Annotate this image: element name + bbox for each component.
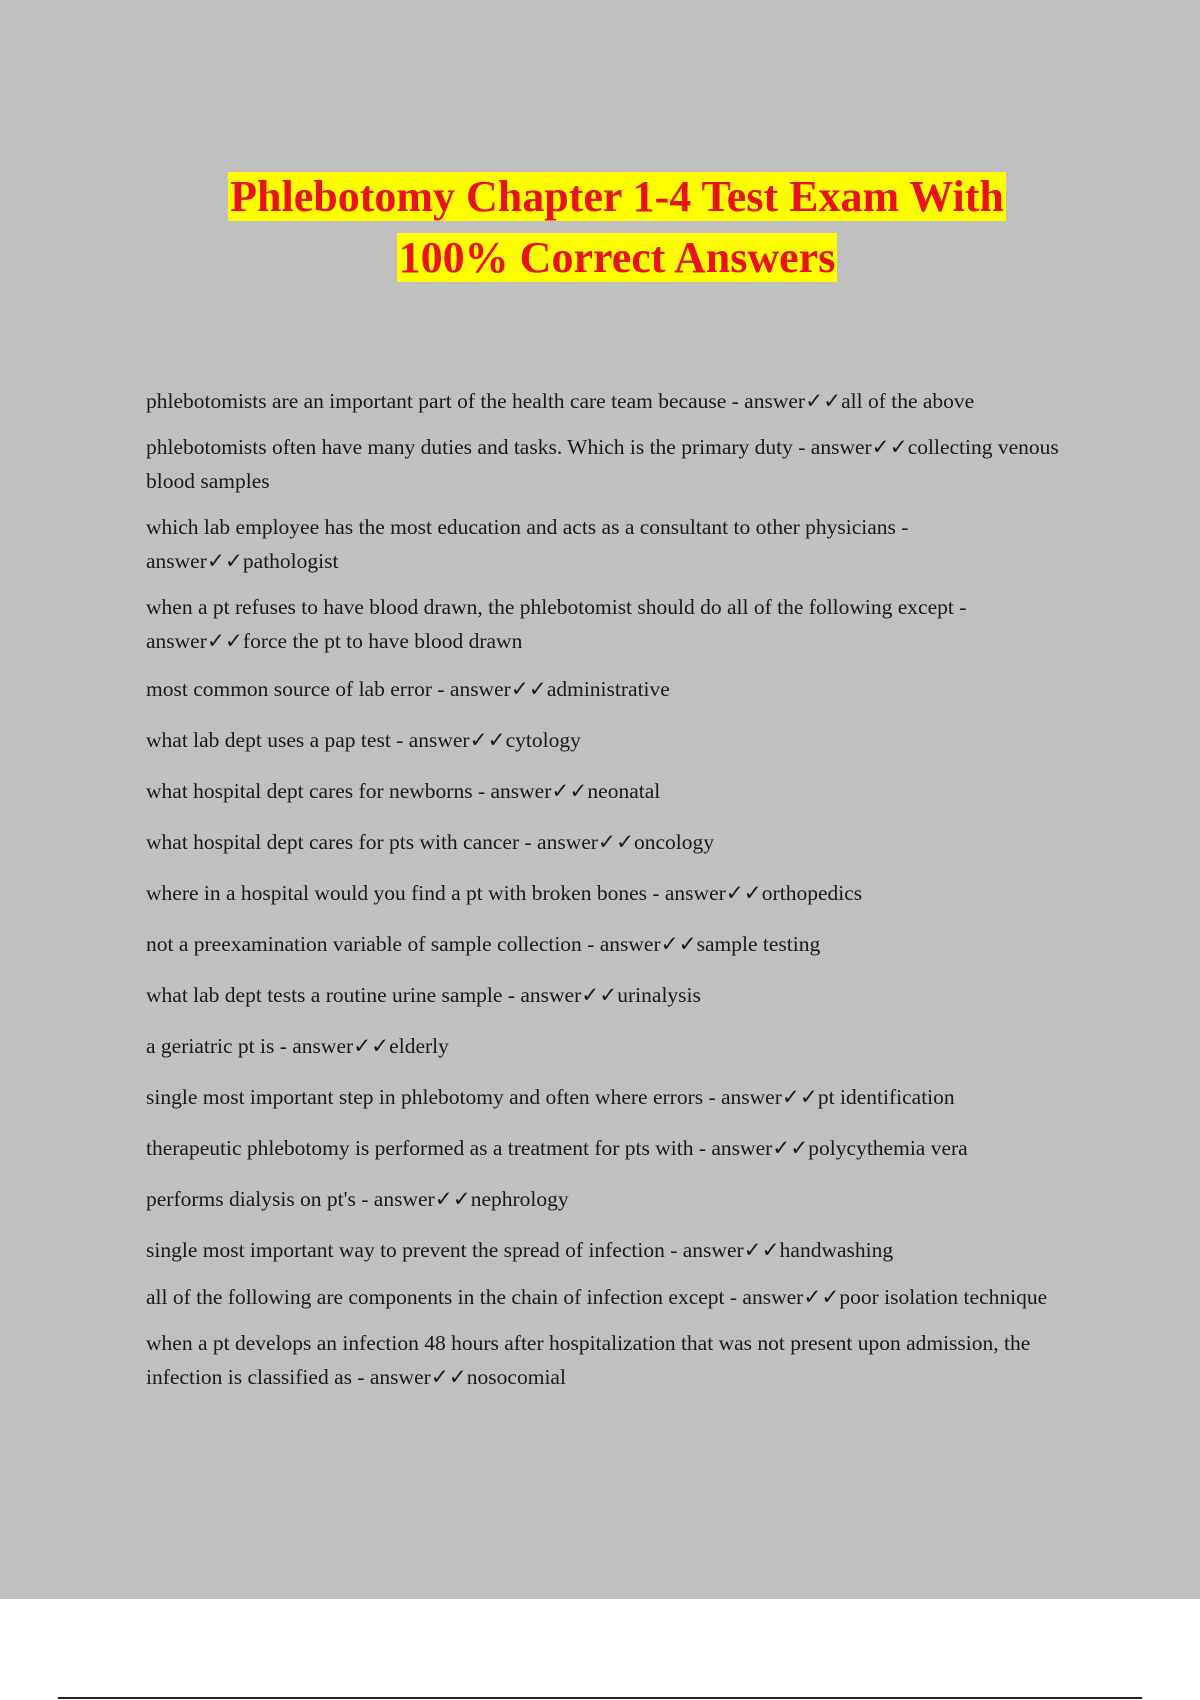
qa-item: what lab dept tests a routine urine sample - answer✓✓urinalysis xyxy=(146,983,701,1007)
qa-item: when a pt refuses to have blood drawn, the phlebotomist should do all of the following except - answer✓✓force the pt to have blood drawn xyxy=(146,595,967,653)
qa-item: single most important way to prevent the spread of infection - answer✓✓handwashing xyxy=(146,1238,894,1262)
qa-item: when a pt develops an infection 48 hours after hospitalization that was not present upon admission, the infection is classified as - answer✓✓nosocomial xyxy=(146,1331,1031,1389)
footer-divider xyxy=(58,1697,1142,1699)
qa-item: what hospital dept cares for newborns - answer✓✓neonatal xyxy=(146,779,661,803)
qa-list xyxy=(146,384,1076,1394)
page-margin xyxy=(0,1599,1200,1700)
page-title xyxy=(0,166,1200,288)
qa-item: what lab dept uses a pap test - answer✓✓cytology xyxy=(146,728,581,752)
qa-item: which lab employee has the most education and acts as a consultant to other physicians - answer✓✓pathologist xyxy=(146,515,909,573)
qa-item: phlebotomists often have many duties and tasks. Which is the primary duty - answer✓✓collecting venous blood samples xyxy=(146,435,1059,493)
qa-item: where in a hospital would you find a pt with broken bones - answer✓✓orthopedics xyxy=(146,881,863,905)
qa-item: most common source of lab error - answer✓✓administrative xyxy=(146,677,670,701)
qa-item: phlebotomists are an important part of the health care team because - answer✓✓all of the above xyxy=(146,389,975,413)
qa-item: a geriatric pt is - answer✓✓elderly xyxy=(146,1034,449,1058)
qa-item: single most important step in phlebotomy and often where errors - answer✓✓pt identification xyxy=(146,1085,955,1109)
qa-item: therapeutic phlebotomy is performed as a treatment for pts with - answer✓✓polycythemia vera xyxy=(146,1136,968,1160)
title-line-2: 100% Correct Answers xyxy=(398,233,836,282)
qa-item: what hospital dept cares for pts with cancer - answer✓✓oncology xyxy=(146,830,714,854)
qa-item: all of the following are components in the chain of infection except - answer✓✓poor isolation technique xyxy=(146,1285,1048,1309)
qa-item: performs dialysis on pt's - answer✓✓nephrology xyxy=(146,1187,569,1211)
title-line-1: Phlebotomy Chapter 1-4 Test Exam With xyxy=(230,172,1004,221)
qa-item: not a preexamination variable of sample collection - answer✓✓sample testing xyxy=(146,932,821,956)
